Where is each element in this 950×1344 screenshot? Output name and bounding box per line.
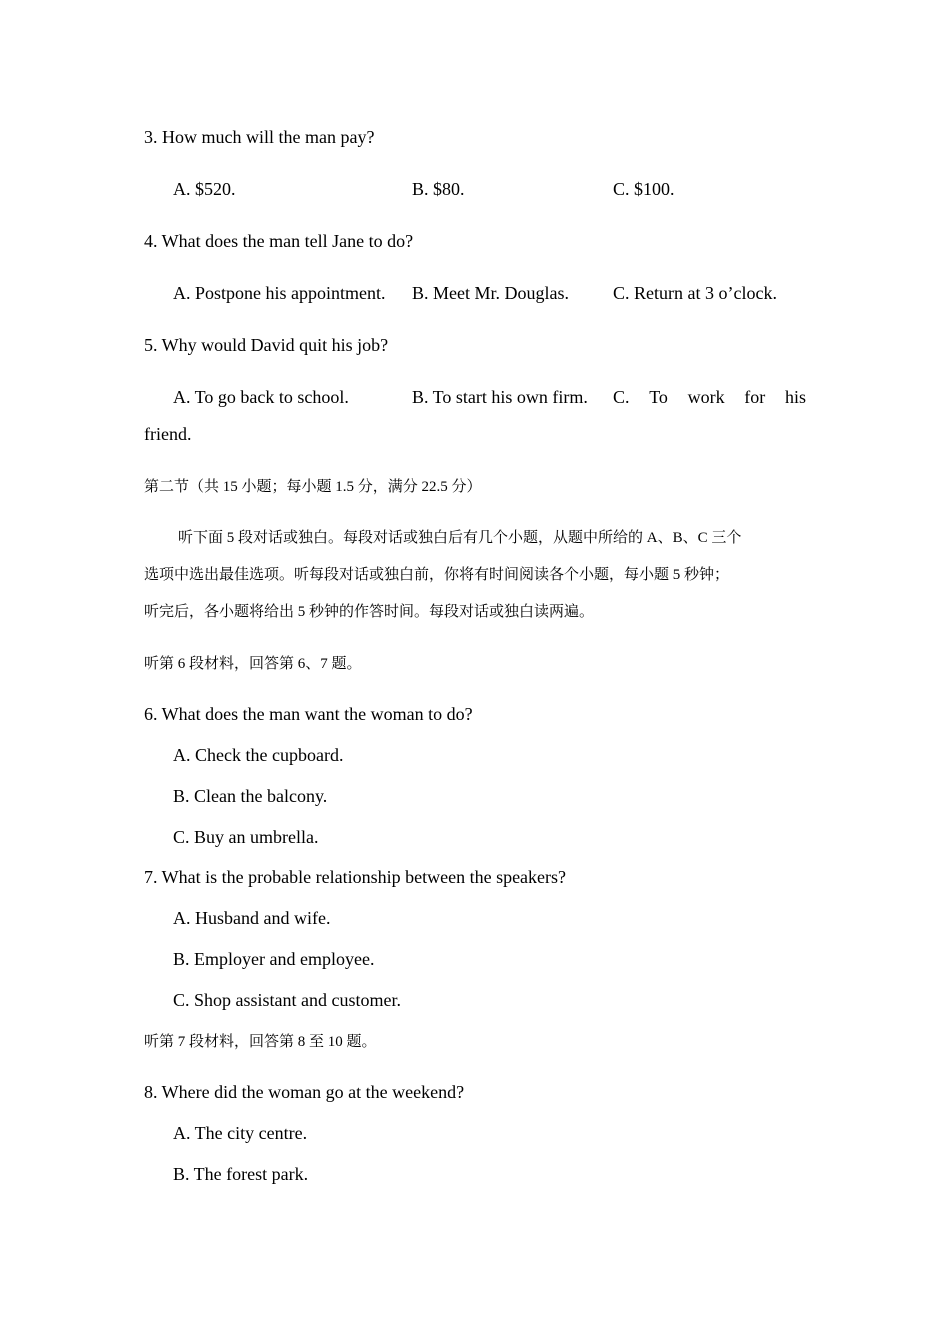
q5-option-c-word: C. bbox=[613, 387, 630, 407]
q5-option-c-word: for bbox=[744, 387, 766, 407]
q5-option-a: A. To go back to school. bbox=[173, 387, 349, 407]
q5-option-c-word: To bbox=[649, 387, 668, 407]
q7-option-b: B. Employer and employee. bbox=[173, 949, 375, 969]
q5-option-c-word: his bbox=[784, 387, 806, 407]
question-8: 8. Where did the woman go at the weekend? bbox=[144, 1082, 465, 1102]
question-5: 5. Why would David quit his job? bbox=[144, 335, 389, 355]
q3-option-b: B. $80. bbox=[412, 179, 465, 199]
question-7: 7. What is the probable relationship between the speakers? bbox=[144, 867, 567, 887]
q4-option-b: B. Meet Mr. Douglas. bbox=[412, 283, 569, 303]
q3-option-c: C. $100. bbox=[613, 179, 675, 199]
q4-option-a: A. Postpone his appointment. bbox=[173, 283, 386, 303]
instructions-line-3: 听完后，各小题将给出 5 秒钟的作答时间。每段对话或独白读两遍。 bbox=[144, 604, 595, 620]
question-3: 3. How much will the man pay? bbox=[144, 127, 375, 147]
q6-option-b: B. Clean the balcony. bbox=[173, 786, 328, 806]
q5-option-b: B. To start his own firm. bbox=[412, 387, 588, 407]
material-6-intro: 听第 6 段材料，回答第 6、7 题。 bbox=[144, 656, 362, 672]
instructions-line-1: 听下面 5 段对话或独白。每段对话或独白后有几个小题，从题中所给的 A、B、C 三个 bbox=[178, 530, 742, 546]
question-6: 6. What does the man want the woman to do? bbox=[144, 704, 473, 724]
section-heading: 第二节（共 15 小题；每小题 1.5 分，满分 22.5 分） bbox=[144, 479, 482, 495]
instructions-line-2: 选项中选出最佳选项。听每段对话或独白前，你将有时间阅读各个小题，每小题 5 秒钟； bbox=[144, 567, 730, 583]
q5-option-c bbox=[613, 386, 806, 408]
q6-option-c: C. Buy an umbrella. bbox=[173, 827, 319, 847]
q5-option-c-word: work bbox=[687, 387, 725, 407]
q7-option-c: C. Shop assistant and customer. bbox=[173, 990, 401, 1010]
material-7-intro: 听第 7 段材料，回答第 8 至 10 题。 bbox=[144, 1034, 377, 1050]
q5-option-c-continued: friend. bbox=[144, 424, 192, 444]
q3-option-a: A. $520. bbox=[173, 179, 236, 199]
question-4: 4. What does the man tell Jane to do? bbox=[144, 231, 414, 251]
q8-option-a: A. The city centre. bbox=[173, 1123, 308, 1143]
q7-option-a: A. Husband and wife. bbox=[173, 908, 331, 928]
q8-option-b: B. The forest park. bbox=[173, 1164, 309, 1184]
q4-option-c: C. Return at 3 o’clock. bbox=[613, 283, 777, 303]
q6-option-a: A. Check the cupboard. bbox=[173, 745, 344, 765]
